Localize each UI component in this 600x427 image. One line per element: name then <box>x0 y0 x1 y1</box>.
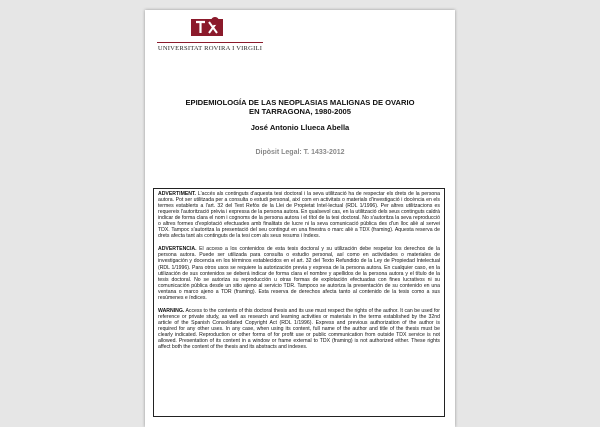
university-name: UNIVERSITAT ROVIRA I VIRGILI <box>157 45 263 52</box>
document-page <box>145 10 455 427</box>
author-name: José Antonio Llueca Abella <box>250 123 350 132</box>
thesis-title: EPIDEMIOLOGÍA DE LAS NEOPLASIAS MALIGNAS DE OVARIO EN TARRAGONA, 1980-2005 <box>185 98 415 116</box>
rights-notice-box <box>153 188 445 417</box>
notice-english <box>158 308 440 350</box>
notice-heading: ADVERTENCIA. <box>158 246 197 253</box>
notice-text: Access to the contents of this doctoral thesis and its use must respect the rights of the author. It can be used for reference or private study, as well as research and learning activities or materials in the terms established by the 32nd article of the Spanish Consolidated Copyright Act (RDL 1/1996). Express and previous authorization of the author is required for any other uses. In any case, when using its content, full name of the author and title of the thesis must be clearly indicated. Reproduction or other forms of for profit use or public communication from outside TDX service is not allowed. Presentation of its content in a window or frame external to TDX (framing) is not authorized either. These rights affect both the content of the thesis and its abstracts and indexes. <box>158 307 440 351</box>
notice-catalan <box>158 191 440 239</box>
notice-heading: ADVERTIMENT. <box>158 191 196 197</box>
notice-spanish <box>158 246 440 300</box>
title-block <box>145 98 455 156</box>
legal-deposit: Dipòsit Legal: T. 1433-2012 <box>255 149 345 156</box>
university-logo <box>155 16 265 56</box>
logo-rule <box>157 42 263 43</box>
notice-heading: WARNING. <box>158 307 185 314</box>
university-crest-icon <box>185 16 229 38</box>
notice-text: L'accés als continguts d'aquesta tesi doctoral i la seva utilització ha de respectar els drets de la persona autora. Pot ser utilitzada per a consulta o estudi personal, així com en activitats o materials d'investigació i docència en els termes establerts a l'art. 32 del Text Refós de la Llei de Propietat Intel·lectual (RDL 1/1996). Per altres utilitzacions es requereix l'autorització prèvia i expressa de la persona autora. En qualsevol cas, en la utilització dels seus continguts caldrà indicar de forma clara el nom i cognoms de la persona autora i el títol de la tesi doctoral. No s'autoritza la seva reproducció o altres formes d'explotació efectuades amb finalitats de lucre ni la seva comunicació pública des d'un lloc aliè al servei TDX. Tampoc s'autoritza la presentació del seu contingut en una finestra o marc aliè a TDX (framing). Aquesta reserva de drets afecta tant als continguts de la tesi com als seus resums i índexs. <box>158 191 440 240</box>
notice-text: El acceso a los contenidos de esta tesis doctoral y su utilización debe respetar los derechos de la persona autora. Puede ser utilizada para consulta o estudio personal, así como en actividades o materiales de investigación y docencia en los términos establecidos en el art. 32 del Texto Refundido de la Ley de Propiedad Intelectual (RDL 1/1996). Para otros usos se requiere la autorización previa y expresa de la persona autora. En cualquier caso, en la utilización de sus contenidos se deberá indicar de forma clara el nombre y apellidos de la persona autora y el título de la tesis doctoral. No se autoriza su reproducción u otras formas de explotación efectuadas con fines lucrativos ni su comunicación pública desde un sitio ajeno al servicio TDR. Tampoco se autoriza la presentación de su contenido en una ventana o marco ajeno a TDR (framing). Esta reserva de derechos afecta tanto al contenido de la tesis como a sus resúmenes e índices. <box>158 246 440 301</box>
